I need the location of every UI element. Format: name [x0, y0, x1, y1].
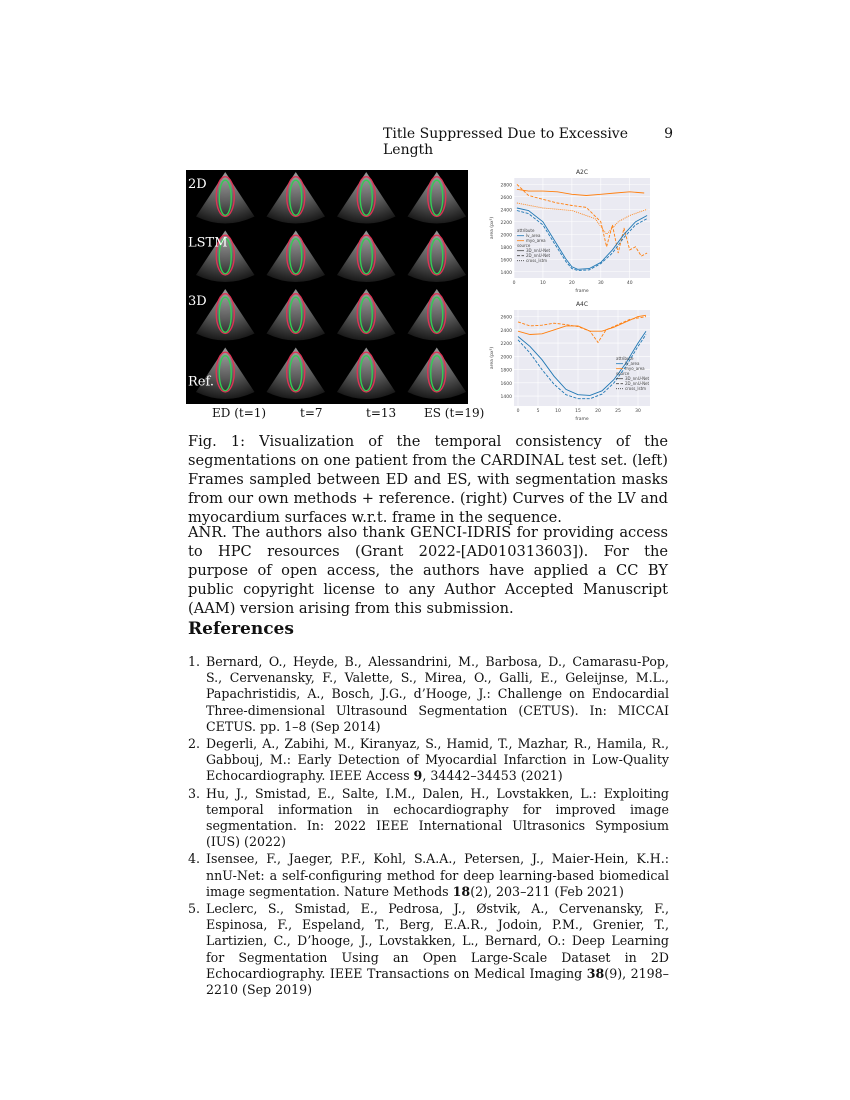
reference-text-rest: (9), 2198–2210 (Sep 2019) — [206, 965, 669, 998]
acknowledgements-paragraph: ANR. The authors also thank GENCI-IDRIS for providing access to HPC resources (Grant 2022-[AD010313603]). For the purpose of open access, the authors have applied a CC BY public copyright license to any Author Accepted Manuscript (AAM) version arising from this submission. — [188, 524, 668, 617]
reference-item — [188, 654, 669, 735]
reference-text: Leclerc, S., Smistad, E., Pedrosa, J., Østvik, A., Cervenansky, F., Espinosa, F., Espeland, T., Berg, E.A.R., Jodoin, P.M., Grenier, T., Lartizien, C., D’hooge, J., Lovstakken, L., Bernard, O.: Deep Learning for Segmentation Using an Open Large-Scale Dataset in 2D Echocardiography. IEEE Transactions on Medical Imaging — [206, 901, 669, 981]
a4c-area-plot — [484, 298, 656, 422]
reference-number: 1. — [188, 654, 201, 669]
reference-item — [188, 786, 669, 851]
y-tick-label: 2600 — [500, 315, 512, 321]
frame-label-t13: t=13 — [366, 406, 397, 420]
reference-item — [188, 851, 669, 900]
y-tick-label: 2800 — [500, 183, 512, 189]
reference-volume: 18 — [452, 883, 471, 899]
reference-text: Bernard, O., Heyde, B., Alessandrini, M., Barbosa, D., Camarasu-Pop, S., Cervenansky, F., Valette, S., Mirea, O., Galli, E., Geleijnse, M.L., Papachristidis, A., Bosch, J.G., d’Hooge, J.: Challenge on Endocardial Three-dimensional Ultrasound Segmentation (CETUS). In: MICCAI CETUS. pp. 1–8 (Sep 2014) — [206, 654, 669, 734]
caption-text: Visualization of the temporal consistency of the segmentations on one patient from the CARDINAL test set. (left) Frames sampled between ED and ES, with segmentation masks from our own methods + reference. (right) Curves of the LV and myocardium surfaces w.r.t. frame in the sequence. — [188, 433, 669, 526]
x-tick-label: 5 — [536, 409, 540, 414]
legend-entry: cross_lstm — [526, 258, 548, 263]
legend-entry: lv_area — [625, 361, 640, 366]
x-tick-label: 0 — [516, 409, 520, 414]
y-tick-label: 2000 — [500, 355, 512, 361]
x-tick-label: 20 — [595, 409, 601, 414]
reference-number: 2. — [188, 736, 201, 752]
y-tick-label: 2600 — [500, 195, 512, 201]
reference-text: Isensee, F., Jaeger, P.F., Kohl, S.A.A., Petersen, J., Maier-Hein, K.H.: nnU-Net: a self-configuring method for deep learning-based biomedical image segmentation. Nature Methods — [206, 851, 669, 899]
reference-number: 5. — [188, 901, 201, 917]
frame-labels — [186, 406, 486, 424]
reference-number: 3. — [188, 785, 201, 801]
legend-entry: 3D_nnU-Net — [625, 376, 650, 381]
reference-list — [188, 654, 669, 999]
reference-item — [188, 736, 669, 785]
legend-entry: myo_area — [625, 366, 645, 371]
y-tick-label: 1600 — [500, 258, 512, 264]
echo-frame-grid — [186, 170, 468, 404]
reference-text-rest: , 34442–34453 (2021) — [422, 768, 563, 784]
x-tick-label: 40 — [626, 281, 633, 286]
y-tick-label: 1400 — [500, 395, 512, 401]
row-label: LSTM — [188, 235, 228, 251]
legend-group-title: source — [517, 243, 531, 248]
reference-item — [188, 901, 669, 998]
figure-caption — [188, 432, 668, 527]
x-tick-label: 10 — [555, 409, 561, 414]
reference-volume: 38 — [586, 965, 605, 981]
reference-volume: 9 — [413, 768, 423, 784]
x-tick-label: 20 — [569, 281, 575, 286]
legend-entry: lv_area — [526, 233, 541, 238]
y-tick-label: 1400 — [500, 270, 512, 276]
plot-title: A2C — [575, 169, 589, 176]
plot-title: A4C — [575, 301, 589, 308]
legend-group-title: attribute — [616, 356, 634, 361]
legend-entry: myo_area — [526, 238, 546, 243]
frame-label-t7: t=7 — [300, 406, 323, 420]
row-label: Ref. — [188, 374, 214, 390]
a2c-area-plot — [484, 166, 656, 294]
x-tick-label: 15 — [575, 409, 581, 414]
x-tick-label: 10 — [540, 281, 546, 286]
legend-entry: cross_lstm — [625, 386, 647, 391]
x-tick-label: 30 — [597, 281, 604, 286]
y-tick-label: 2400 — [500, 328, 512, 334]
frame-label-ed: ED (t=1) — [212, 406, 267, 420]
x-tick-label: 0 — [512, 281, 516, 286]
y-tick-label: 1600 — [500, 381, 512, 387]
row-label: 3D — [188, 294, 207, 309]
row-label: 2D — [188, 177, 207, 192]
reference-text: Hu, J., Smistad, E., Salte, I.M., Dalen, H., Lovstakken, L.: Exploiting temporal information in echocardiography for improved image segmentation. In: 2022 IEEE International Ultrasonics Symposium (IUS) (2022) — [206, 785, 669, 850]
y-tick-label: 1800 — [500, 245, 512, 251]
references-heading: References — [188, 619, 294, 639]
reference-number: 4. — [188, 851, 201, 867]
legend-entry: 2D_nnU-Net — [625, 381, 650, 386]
legend-group-title: attribute — [517, 228, 535, 233]
y-tick-label: 2200 — [500, 342, 512, 348]
y-axis-label: area (px²) — [490, 216, 495, 240]
x-tick-label: 25 — [615, 409, 621, 414]
caption-prefix: Fig. 1: — [188, 433, 246, 450]
x-tick-label: 30 — [635, 409, 641, 414]
running-head-title: Title Suppressed Due to Excessive Length — [383, 126, 628, 158]
x-axis-label: frame — [575, 289, 589, 294]
y-tick-label: 2000 — [500, 233, 512, 239]
y-tick-label: 2400 — [500, 208, 512, 214]
x-axis-label: frame — [575, 417, 589, 422]
legend-entry: 3D_nnU-Net — [526, 248, 551, 253]
y-tick-label: 1800 — [500, 368, 512, 374]
y-tick-label: 2200 — [500, 220, 512, 226]
legend-entry: 2D_nnU-Net — [526, 253, 551, 258]
y-axis-label: area (px²) — [490, 346, 495, 370]
reference-text-rest: (2), 203–211 (Feb 2021) — [470, 883, 624, 899]
page-number: 9 — [664, 126, 673, 142]
a4c-plot-svg — [484, 298, 656, 422]
frame-label-es: ES (t=19) — [424, 406, 485, 420]
legend-group-title: source — [616, 371, 630, 376]
reference-text: Degerli, A., Zabihi, M., Kiranyaz, S., Hamid, T., Mazhar, R., Hamila, R., Gabbouj, M.: Early Detection of Myocardial Infarction in Low-Quality Echocardiography. IEEE Access — [206, 736, 669, 784]
echo-frame-grid-image — [186, 170, 468, 404]
a2c-plot-svg — [484, 166, 656, 294]
